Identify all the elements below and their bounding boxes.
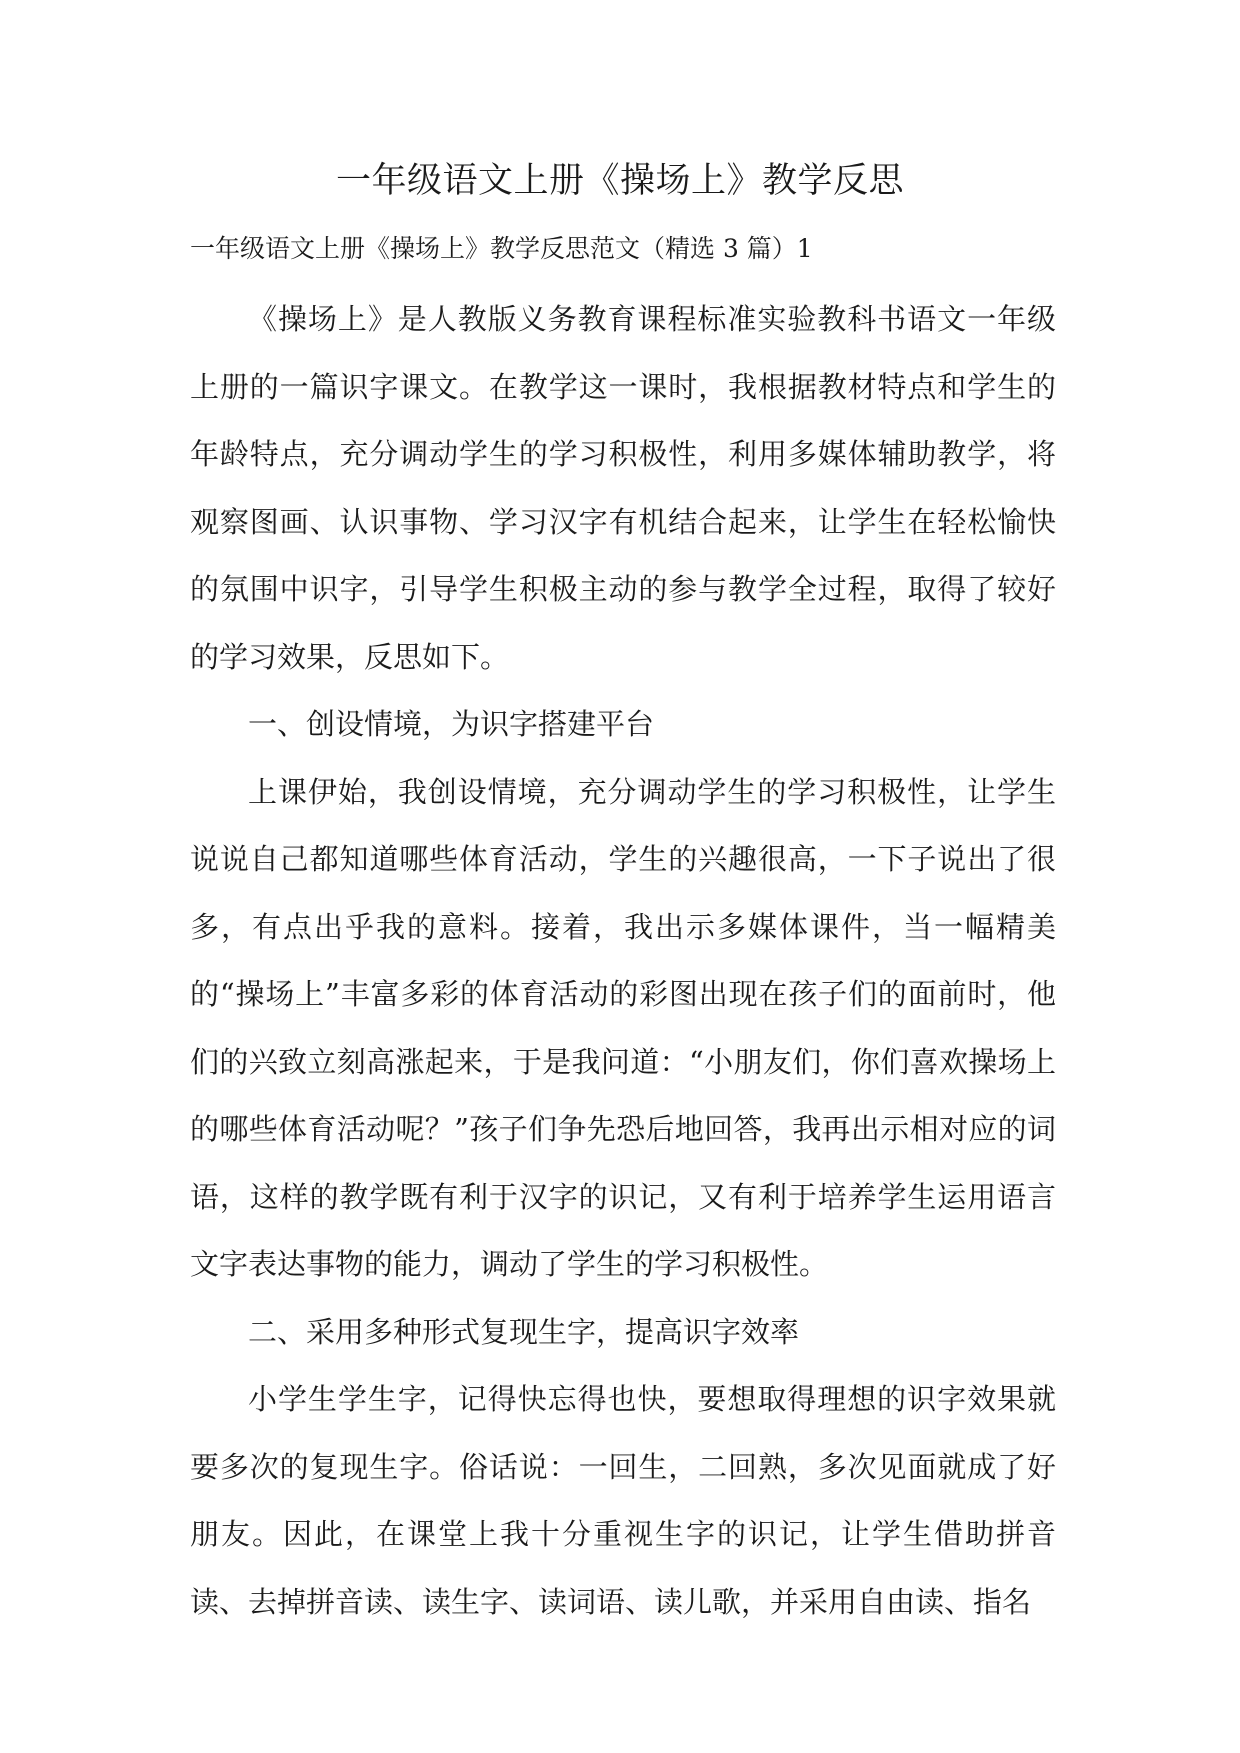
section-heading-1: 一、创设情境，为识字搭建平台 <box>248 707 655 741</box>
document-body <box>190 286 1056 1636</box>
paragraph-intro: 《操场上》是人教版义务教育课程标准实验教科书语文一年级上册的一篇识字课文。在教学这一课时，我根据教材特点和学生的年龄特点，充分调动学生的学习积极性，利用多媒体辅助教学，将观察图画、认识事物、学习汉字有机结合起来，让学生在轻松愉快的氛围中识字，引导学生积极主动的参与教学全过程，取得了较好的学习效果，反思如下。 <box>190 302 1056 674</box>
paragraph-section-2: 小学生学生字，记得快忘得也快，要想取得理想的识字效果就要多次的复现生字。俗话说：一回生，二回熟，多次见面就成了好朋友。因此，在课堂上我十分重视生字的识记，让学生借助拼音读、去掉拼音读、读生字、读词语、读儿歌，并采用自由读、指名 <box>190 1382 1056 1619</box>
section-heading-2: 二、采用多种形式复现生字，提高识字效率 <box>248 1314 800 1349</box>
paragraph-section-1: 上课伊始，我创设情境，充分调动学生的学习积极性，让学生说说自己都知道哪些体育活动，学生的兴趣很高，一下子说出了很多，有点出乎我的意料。接着，我出示多媒体课件，当一幅精美的“操场上”丰富多彩的体育活动的彩图出现在孩子们的面前时，他们的兴致立刻高涨起来，于是我问道：“小朋友们，你们喜欢操场上的哪些体育活动呢？”孩子们争先恐后地回答，我再出示相对应的词语，这样的教学既有利于汉字的识记，又有利于培养学生运用语言文字表达事物的能力，调动了学生的学习积极性。 <box>190 774 1056 1281</box>
document-title: 一年级语文上册《操场上》教学反思 <box>335 161 904 201</box>
document-subtitle: 一年级语文上册《操场上》教学反思范文（精选 3 篇）1 <box>190 234 813 263</box>
